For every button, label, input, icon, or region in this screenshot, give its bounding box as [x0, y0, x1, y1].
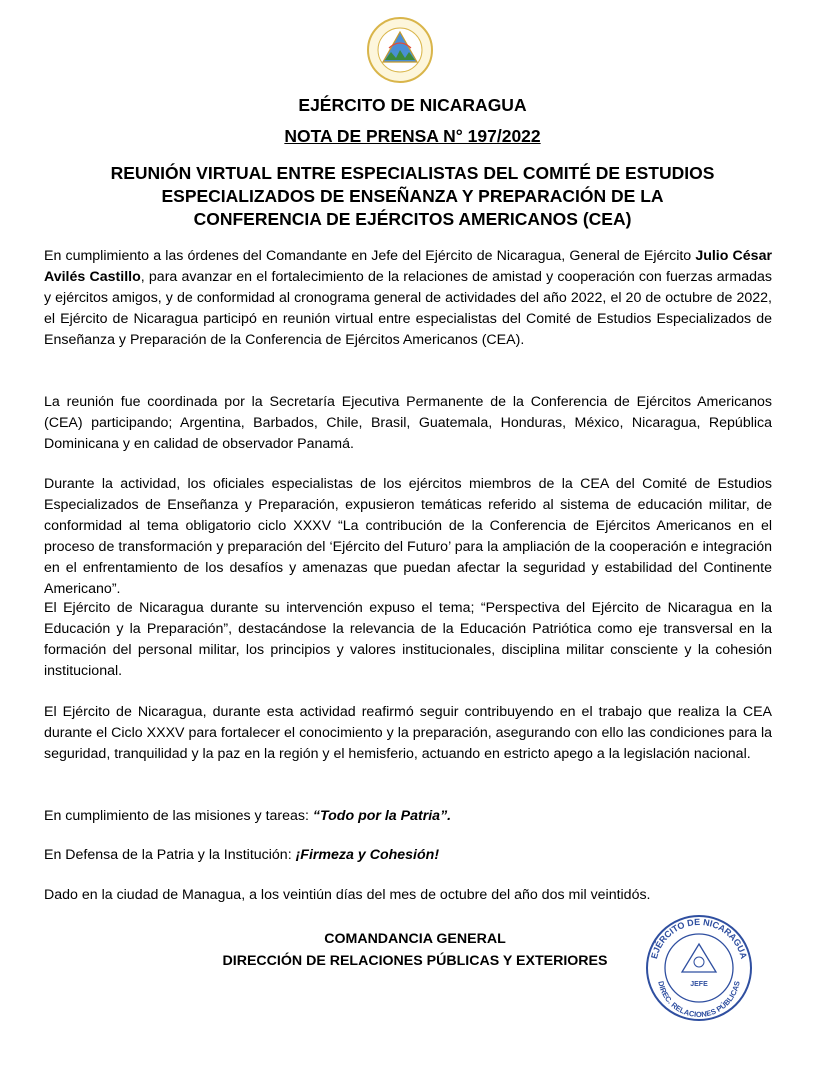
paragraph-text: El Ejército de Nicaragua, durante esta actividad reafirmó seguir contribuyendo en el trabajo que realiza la CEA durante el Ciclo XXXV para fortalecer el conocimiento y la preparación, asegurando con ello las condiciones para la seguridad, tranquilidad y la paz en la región y el hemisferio, actuando en estricto apego a la legislación nacional.: [44, 704, 772, 762]
paragraph-5: [44, 702, 772, 765]
svg-text:EJÉRCITO DE NICARAGUA: EJÉRCITO DE NICARAGUA: [649, 916, 749, 960]
paragraph-4: [44, 598, 772, 682]
paragraph-2: [44, 392, 772, 455]
motto-intro: En Defensa de la Patria y la Institución:: [44, 847, 296, 863]
headline-line: REUNIÓN VIRTUAL ENTRE ESPECIALISTAS DEL COMITÉ DE ESTUDIOS: [110, 163, 715, 183]
press-note-number: NOTA DE PRENSA N° 197/2022: [284, 126, 541, 146]
paragraph-text: En cumplimiento a las órdenes del Comandante en Jefe del Ejército de Nicaragua, General de Ejército: [44, 248, 696, 264]
motto-intro: En cumplimiento de las misiones y tareas:: [44, 808, 313, 824]
signature-line-2: DIRECCIÓN DE RELACIONES PÚBLICAS Y EXTERIORES: [222, 953, 608, 969]
paragraph-1: [44, 246, 772, 351]
svg-text:JEFE: JEFE: [690, 981, 708, 988]
headline: [60, 162, 765, 231]
ejercito-stamp-icon: [640, 912, 758, 1022]
headline-line: ESPECIALIZADOS DE ENSEÑANZA Y PREPARACIÓN DE LA: [161, 186, 664, 206]
headline-line: CONFERENCIA DE EJÉRCITOS AMERICANOS (CEA): [193, 209, 632, 229]
closing-paragraph: [44, 885, 772, 906]
organization-title: EJÉRCITO DE NICARAGUA: [298, 95, 527, 115]
commander-name: Julio César Avilés Castillo: [44, 248, 772, 285]
motto: ¡Firmeza y Cohesión!: [295, 847, 440, 863]
svg-text:DIREC. RELACIONES PÚBLICAS: DIREC. RELACIONES PÚBLICAS: [656, 980, 742, 1019]
republic-of-nicaragua-emblem-icon: [365, 12, 435, 88]
paragraph-text: La reunión fue coordinada por la Secretaría Ejecutiva Permanente de la Conferencia de Ejércitos Americanos (CEA) participando; Argentina, Barbados, Chile, Brasil, Guatemala, Honduras, México, Nicaragua, República Dominicana y en calidad de observador Panamá.: [44, 394, 772, 452]
signature-line-1: COMANDANCIA GENERAL: [324, 931, 506, 947]
paragraph-text: Dado en la ciudad de Managua, a los veintiún días del mes de octubre del año dos mil veintidós.: [44, 887, 651, 903]
paragraph-3: [44, 474, 772, 600]
motto: “Todo por la Patria”.: [312, 808, 452, 824]
paragraph-text: El Ejército de Nicaragua durante su intervención expuso el tema; “Perspectiva del Ejército de Nicaragua en la Educación y la Preparación”, destacándose la relevancia de la Educación Patriótica como eje transversal en la formación del personal militar, los principios y valores institucionales, disciplina militar consciente y la cohesión institucional.: [44, 600, 772, 679]
paragraph-text: Durante la actividad, los oficiales especialistas de los ejércitos miembros de la CEA del Comité de Estudios Especializados de Enseñanza y Preparación, expusieron temáticas referido al sistema de educación militar, de conformidad al tema obligatorio ciclo XXXV “La contribución de la Conferencia de Ejércitos Americanos en el proceso de transformación y preparación del ‘Ejército del Futuro’ para la ampliación de la cooperación e integración en el enfrentamiento de los desafíos y amenazas que puedan afectar la seguridad y estabilidad del Continente Americano”.: [44, 476, 772, 597]
motto-line-2: [44, 845, 772, 866]
paragraph-text: , para avanzar en el fortalecimiento de la relaciones de amistad y cooperación con fuerzas armadas y ejércitos amigos, y de conformidad al cronograma general de actividades del año 2022, el 20 de octubre de 2022, el Ejército de Nicaragua participó en reunión virtual entre especialistas del Comité de Estudios Especializados de Enseñanza y Preparación de la Conferencia de Ejércitos Americanos (CEA).: [44, 269, 772, 348]
motto-line-1: [44, 806, 772, 827]
